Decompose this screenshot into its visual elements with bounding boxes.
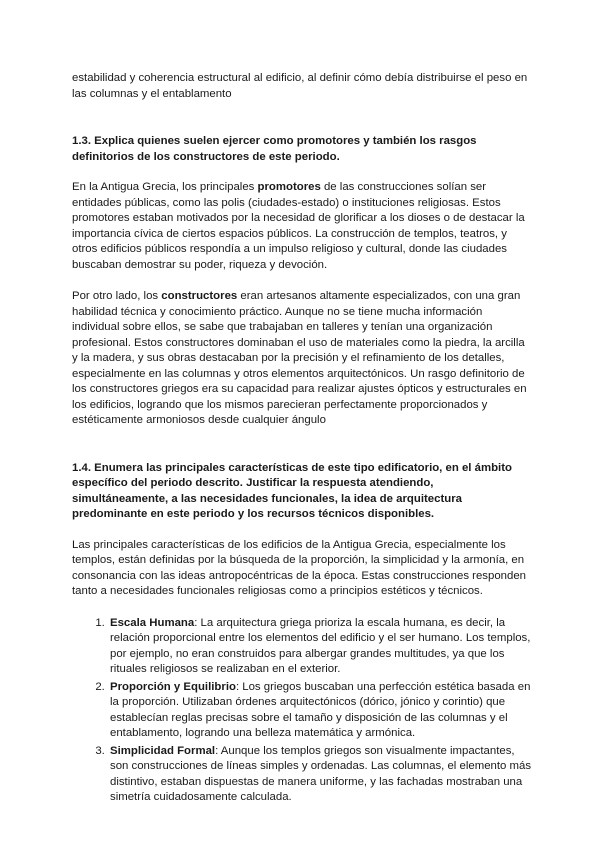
paragraph-continuation: estabilidad y coherencia estructural al edificio, al definir cómo debía distribuirse el peso en las columnas y el entablamento	[72, 72, 528, 100]
bold-term-promotores: promotores	[257, 181, 321, 193]
list-item	[108, 744, 532, 806]
list-item	[108, 616, 532, 678]
heading-1-3: 1.3. Explica quienes suelen ejercer como promotores y también los rasgos definitorios de los constructores de este periodo.	[72, 135, 477, 163]
paragraph-promotores	[72, 180, 532, 273]
text-run: En la Antigua Grecia, los principales	[72, 181, 258, 193]
spacer	[72, 445, 532, 461]
text-run: eran artesanos altamente especializados, con una gran habilidad técnica y conocimiento práctico. Aunque no se tiene mucha información individual sobre ellos, se sabe que trabajaban en talleres y tenían una organización profesional. Estos constructores dominaban el uso de materiales como la piedra, la arcilla y la madera, y sus obras destacaban por la precisión y el refinamiento de los detalles, especialmente en las columnas y otros elementos arquitectónicos. Un rasgo definitorio de los constructores griegos era su capacidad para realizar ajustes ópticos y estructurales en los edificios, logrando que los mismos parecieran perfectamente proporcionados y estéticamente armoniosos desde cualquier ángulo	[72, 290, 527, 426]
heading-1-4: 1.4. Enumera las principales características de este tipo edificatorio, en el ámbito específico del periodo descrito. Justificar la respuesta atendiendo, simultáneamente, a las necesidades funcionales, la idea de arquitectura predominante en este periodo y los recursos técnicos disponibles.	[72, 461, 512, 520]
list-item-term: Proporción y Equilibrio	[110, 680, 236, 693]
list-item	[108, 680, 532, 742]
spacer	[72, 118, 532, 134]
paragraph-caracteristicas: Las principales características de los edificios de la Antigua Grecia, especialmente los templos, están definidas por la búsqueda de la proporción, la simplicidad y la armonía, en consonancia con las ideas antropocéntricas de la época. Estas construcciones responden tanto a necesidades funcionales religiosas como a principios estéticos y técnicos.	[72, 538, 527, 597]
list-item-term: Simplicidad Formal	[110, 744, 216, 757]
paragraph-constructores	[72, 289, 532, 429]
document-body	[72, 71, 532, 808]
text-run: Por otro lado, los	[72, 290, 162, 302]
list-item-term: Escala Humana	[110, 616, 195, 629]
list-item-text: : Los griegos buscaban una perfección estética basada en la proporción. Utilizaban órdenes arquitectónicos (dórico, jónico y corintio) que establecían reglas precisas sobre el tamaño y disposición de las columnas y el entablamento, logrando una belleza matemática y armónica.	[110, 680, 531, 739]
list-item-text: : Aunque los templos griegos son visualmente impactantes, son construcciones de líneas simples y ordenadas. Las columnas, el elemento más distintivo, estaban dispuestas de manera uniforme, y las fachadas mostraban una simetría cuidadosamente calculada.	[110, 744, 532, 803]
characteristics-list	[72, 616, 532, 806]
bold-term-constructores: constructores	[161, 290, 238, 302]
text-run: de las construcciones solían ser entidades públicas, como las polis (ciudades-estado) o instituciones religiosas. Estos promotores estaban motivados por la necesidad de glorificar a los dioses o de destacar la importancia cívica de ciertos espacios públicos. La construcción de templos, teatros, y otros edificios públicos respondía a un impulso religioso y cultural, donde las ciudades buscaban demostrar su poder, riqueza y devoción.	[72, 181, 525, 271]
list-item-text: : La arquitectura griega prioriza la escala humana, es decir, la relación proporcional entre los elementos del edificio y el ser humano. Los templos, por ejemplo, no eran construidos para albergar grandes multitudes, ya que los rituales religiosos se realizaban en el exterior.	[110, 616, 531, 675]
